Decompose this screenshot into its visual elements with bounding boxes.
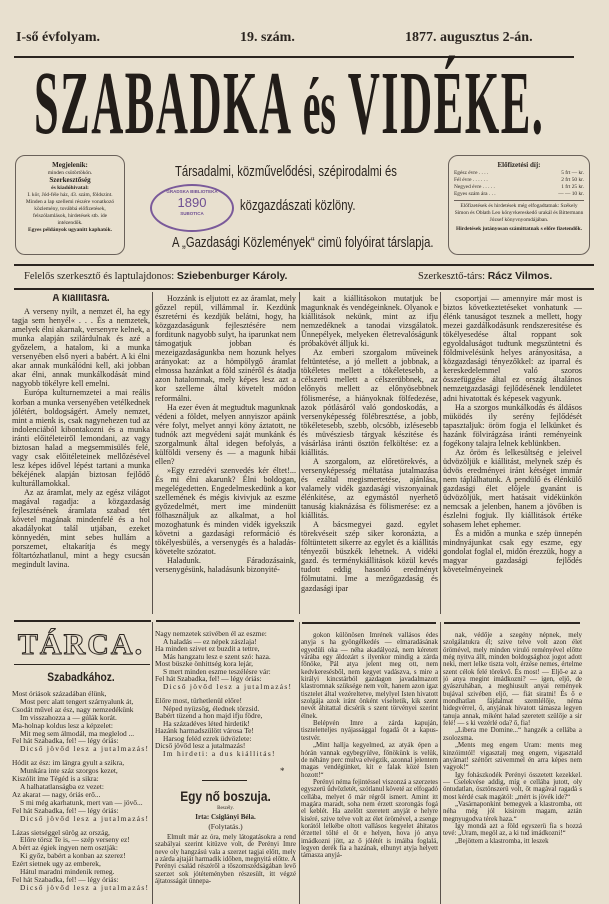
column-divider: [440, 292, 441, 614]
editors-top-rule: [14, 264, 594, 266]
price-value: — — 10 kr.: [558, 191, 584, 197]
poem-line: S mi még akarhatunk, mert van — jövő...: [20, 797, 143, 807]
price-label: Egész évre . . . .: [454, 170, 489, 176]
poem-line: Ha századéves léted hirdetik!: [163, 718, 250, 728]
story-note: (Folytatás.): [208, 822, 243, 831]
paragraph: Az emberi szorgalom műveinek feltüntetése, a jó mellett a jobbnak, a tökéletes mellett a tökéletesebb, a célszerü mellett a célszerübbnek, az előnyös mellett az előnyösebbnek fölismerése, a hiányoknak fölfedezése, azok pótlásáról való gondoskodás, a versenyképesség fölébresztése, a jobb, tökéletesebb, szebb, olcsóbb, izlésesebb és müvésziesb tárgyak készitése és vásárlása iránti ösztön felköltése: ez a kiállitás.: [301, 348, 438, 457]
section-rule: [302, 622, 436, 624]
column-divider: [299, 292, 300, 614]
tarca-heading: TÁRCA.: [17, 628, 145, 661]
editor-in-chief: Felelős szerkesztő és laptulajdonos: Sziebenburger Károly.: [24, 270, 288, 282]
article-column-1: [12, 294, 150, 614]
poem-column-2: [155, 630, 296, 764]
story-rule: [202, 780, 247, 781]
poem-stanza: [12, 829, 152, 892]
poem-line: Előre törsz Te is, — szép verseny ez!: [20, 835, 130, 845]
poem-line: Fel hát Szabadka, fel! — légy óriás:: [12, 736, 119, 746]
article-column-2: [155, 294, 296, 614]
poem-line: Csodát művel az ész, nagy nemzedékünk: [12, 704, 134, 714]
issue-date: 1877. augusztus 2-án.: [405, 30, 533, 45]
poem-line: Dicső jövőd lesz a jutalmazás!: [155, 741, 246, 750]
poem-line: Fel hát Szabadka, fel! — légy óriás:: [155, 674, 262, 683]
poem-line: Most óriások századában élünk,: [12, 689, 107, 698]
paragraph: Elmult már az óra, mely látogatásokra a rend szabályai szerint kitüzve volt, de Perényi Imre neve oly hangzású vala a szerzet tagjai előtt, mely a zárda ajtaját harmadik időben, megnyitá előtte. A Perényi család részéről a tőszomszédságában levő szerzet sok jótéteményben részesült, itt végzé ájtatosságát ünnepa-: [155, 834, 296, 886]
poem-line: Ha minden szivet ez buzdit a tettre,: [155, 644, 260, 653]
publication-info-box: Megjelenik: minden csütörtökön. Szerkesztőség és kiadóhivatal: I. kör, Jód-féle ház, 43. szám, földszint. Minden a lap szellemi részére vonatkozó közlemény, továbbá előfizetések, felszólamlások, hirdetések stb. ide intézendők. Egyes példányok ugyanitt kaphatók.: [15, 155, 125, 255]
price-row: [454, 170, 584, 177]
paragraph: Európa kulturnemzetei a mai reális korban a munka versenyében vetélkednek jólétért, boldogságért. Amely nemzet, mint a mienk is, csak nagynehezen tud az indolenciából kibontakozni és a munka iránti előitéleteiről lemondani, az vagy biztosan halad a megsemmisülés felé, vagy csak előitéleteinek mellőzésével lesz képes idővel lépést tartani a munka békéjének alapján biztosan fejlődő kulturállamokkal.: [12, 388, 150, 488]
poem-line: Lázas sietséggel sürög az ország,: [12, 827, 110, 837]
poem-line: Fel hát Szabadka, fel! — légy óriás:: [12, 874, 119, 884]
poem-line: Babért tüzend a hon majd ifju födre,: [155, 711, 263, 720]
paragraph: Igy fohászkodék Perényi összetett kezekkel. — Cselekvése addig, míg e cellába jutott, oly öntudatlan, ösztönszerü volt, őt magával ragadá s most kérdé csak magától: „mért is jövék ide?“: [443, 771, 582, 801]
paragraph: Perényi néma fejintéssel viszonzá a szerzetes egyszerü üdvözletét, szótlanul követé az elfogadó cellába, melyet ő már régről ismert. Amint itt magára maradt, soha nem érzett szorongás fogá el keblét. Ha azelőtt szeretett anyját e helyre kiséré, szive telve volt az élet örömével, a zsenge korától lelkébe oltott vallásos kegyelet áhitatos érzettel tölté el őt e helyen, hova jó anya imádkozni jött, az ő jólétét is imáiba foglalá, legyen derék fia a hazának, elhunyt atyja helyett támasza anyjá-: [301, 778, 438, 860]
article-column-3: [301, 294, 438, 614]
price-label: Egyes szám ára . . .: [454, 191, 496, 197]
issue-number: 19. szám.: [240, 30, 295, 45]
paragraph: A szorgalom, az előretörekvés, a versenyképesség méltatása jutalmazása és ezáltal megismertetése, ajánlása, valamely vidék gazdasági viszonyainak élénkitése, az egymástól nyerhető tanuság kiaknázása és fölismerése: ez a kiállitás.: [301, 456, 438, 521]
paragraph: Ha a szorgos munkálkodás és áldásos müködés ily serény fejlődését tapasztaljuk: öröm fogja el lelkünket és hazánk fölvirágzása iránti reményeink fogékony talajra lelnek keblünkben.: [443, 402, 582, 448]
paragraph: „Mint hallja kegyelmed, az atyák épen a hórán vannak egybegyülve, főnökünk is velük, de néhány perc mulva elvégzik, azonnal jelentem magas vendégünket, kit e falak közé Isten hozott!“: [301, 742, 438, 779]
section-rule: [444, 622, 580, 624]
poem-line: Munkára inte száz szorgos kezet,: [20, 766, 118, 776]
column-divider: [299, 622, 300, 904]
paragraph: gokon különösen Imrének vallásos édes anyja s ha gyöngélkedés — elmaradásának egyedüli oka — néha akadályozá, nem kéretett várába egy áldozárt s ilyenkor mindig a zárda főnöke, Pál atya jelent meg ott, nem kedvkeresésből, nem kegyet vadászva, s mire a királyi kincstárból gazdagon javadalmazott klastromnak szüksége nem volt, hanem azon igaz tisztelet által vezéreltetve, melylyel Isten hivatott szolgája azok iránt önként viseltetik, kik szent nevét áhitattal dicsérik s szent törvényei szerint élnek.: [301, 632, 438, 720]
subtitle-line-1: Társadalmi, közművelődési, szépirodalmi és: [175, 164, 397, 180]
subscription-box: Előfizetési díj: Egész évre . . . . 5 frt — kr. Fél évre . . . . . . 2 frt 50 kr. Negyed évre . . . . . 1 frt 25 kr. Egyes szám ára . . . — — 10 kr. Előfizetések és hirdetések még elfogadtatnak: Székely Simon és Oblath Leo könyvkereskedő urakál és Bittermann József könyvnyomdájában. Hirdetések jutányosan számittatnak s előre fizetendők.: [448, 155, 590, 255]
editors-bottom-rule: [14, 288, 594, 290]
poem-line: Harsog feléd ezrek üdvözlete:: [163, 733, 252, 743]
price-value: 2 frt 50 kr.: [561, 177, 584, 183]
poem-line: Dicső jövőd lesz a jutalmazás!: [163, 681, 293, 691]
poem-stanza: [155, 697, 296, 757]
story-genre: Beszély.: [217, 806, 234, 811]
column-divider: [440, 622, 441, 904]
price-value: 5 frt — kr.: [561, 170, 584, 176]
subtitle-line-2: közgazdászati közlöny.: [240, 198, 356, 214]
poem-line: Hódit az ész: im lángra gyult a szikra,: [12, 758, 125, 768]
column-divider: [152, 292, 153, 614]
poem-line: Néped nyüzsög, élednek törzsid.: [163, 703, 260, 713]
poem-line: Nagy nemzetek szivében él az eszme:: [155, 629, 267, 638]
poem-end-mark: *: [280, 766, 285, 776]
subtitle-line-3: A „Gazdasági Közlemények“ cimü folyóirat társlapja.: [172, 235, 434, 251]
poem-line: Mit meg sem álmodál, ma meglelod ...: [20, 728, 135, 738]
story-column-4: [443, 632, 582, 904]
paragraph: És a midőn a munka e szép ünnepén mindnyájunkat csak egy eszme, egy gondolat foglal el, midőn érezzük, hogy a magyar gazdasági fejlődés követelményeinek: [443, 529, 582, 575]
poem-stanza: [12, 759, 152, 822]
paragraph: A verseny nyilt, a nemzet él, ha egy tagja sem henyél« . . . És a nemzetek, amelyek élni akarnak, versenyre kelnek, a munka alapján szilárdulnak és azé a győzelem, a hatalom, ki a munka versenyében első nyeri a babért. A ki élni akar annak munkálódni kell, aki jobban akar élni, annak munkálkodását mind nagyobb tökélyre kell emelni.: [12, 307, 150, 389]
co-editor: Szerkesztő-társ: Rácz Vilmos.: [418, 270, 553, 282]
paragraph: Igy mondá azt a föld egyszerü fia s hozzá tevé: „Uram, megöl az, a ki tud imádkozni!“: [443, 822, 582, 838]
newspaper-title: SZABADKA és VIDÉKE.: [34, 53, 545, 153]
volume-label: I-ső évfolyam.: [16, 30, 100, 45]
poem-line: Dicső jövőd lesz a jutalmazás!: [20, 813, 150, 823]
poem-line: Ezért sietnek ugy az emberek,: [12, 859, 101, 869]
paragraph: „Libera me Domine...“ hangzék a cellába a zsolozsma.: [443, 727, 582, 742]
paragraph: A bácsmegyei gazd. egylet törekvéseit szép siker koronázta, a föltüntetett sikerre az egylet és a kiállitás tényezői büszkék lehetnek. A vidéki gazd. és terménykiállitások közül kevés tudott eddig hasonló eredményt fölmutatni. Ime a mezőgazdaság és gazdasági ipar: [301, 520, 438, 593]
price-label: Fél évre . . . . . .: [454, 177, 488, 183]
poem-title: Szabadkához.: [47, 670, 115, 684]
poem-line: A bért az égiek ingyen nem osztják:: [12, 843, 118, 853]
poem-stanza: [12, 690, 152, 753]
poem-line: S mert minden eszme teszélésre vár:: [163, 666, 271, 676]
tarca-rule: [14, 664, 150, 665]
poem-column-1: [12, 690, 152, 898]
paragraph: »Egy ezredévi szenvedés kér éltet!... És mi élni akarunk? Élni boldogan, megelégedetten. Engedelmeskedünk a kor szellemének és mégis kivivjuk az eszme győzedelmét, mert ime mindenütt fölhasználjuk az alkalmat, a hol mozoghatunk és minden vidék igyekszik követni a gazdasági reformáció és tökélyesbülés, a versenygés és a haladás-követelte szózatot.: [155, 465, 296, 557]
poem-line: Most büszke önhittség kora lejár,: [155, 659, 254, 668]
paragraph: kait a kiállitásokon mutatjuk be magunknak és vendégeinknek. Olyanok e kiállitások nekünk, mint az ifju nemzedéknek a tanodai vizsgálatok. Ünnepélyek, melyeken életrevalóságunk próbakövét álljuk ki.: [301, 294, 438, 349]
article-column-4: [443, 294, 582, 614]
paragraph: Az öröm és lelkesültség e jeleivel üdvözöljük e kiállitást, melynek szép és üdvös eredményei iránt kétséget immár nem táplálhatunk. A pendülő és élénkülő gazdasági élet előjele gyanánt is üdvözöljük, mert hatásait vidékünkön nemcsak a jelenben, hanem a jövőben is észlelni fogjuk. Ily kiállitások értéke sohasem lehet ephemer.: [443, 447, 582, 530]
paragraph: Haladunk. Fáradozásaink, versenygésünk, haladásunk bizonyité-: [155, 556, 296, 575]
price-row: [454, 177, 584, 184]
poem-line: Most perc alatt tengert szárnyalunk át,: [20, 696, 134, 706]
story-column-2: [155, 834, 296, 904]
paragraph: Az az áramlat, mely az egész világot magával ragadja: a közgazdaság fejlesztésének áramlata szabad tért követel magának mindenfelé és a hol akadályokat talál utjában, ezeket könnyedén, mint sebes hullám a porszemet, eltakarítja és megy föltartózhatlanul, mint a hegy csucsán megindult lavina.: [12, 487, 150, 570]
poem-line: Hazánk harmadszülött városa Te!: [155, 726, 254, 735]
price-value: 1 frt 25 kr.: [561, 184, 584, 190]
poem-line: Ki győz, babért a konban az szerez!: [20, 851, 126, 861]
poem-line: Im visszahozza a — gúlák korát.: [20, 712, 117, 722]
poem-line: Hátul maradni mindenik remeg.: [20, 867, 115, 877]
poem-line: Im hirdeti: a dus kiállitás!: [163, 748, 276, 758]
price-table: [454, 170, 584, 198]
poem-line: Dicső jövőd lesz a jutalmazás!: [20, 882, 150, 892]
paragraph: „Vasárnaponkint bemegyek a klastromba, ott néha még jól kisirom magam, aztán megnyugodva térek haza.“: [443, 800, 582, 823]
section-rule: [14, 620, 151, 622]
paragraph: Ha ezer éven át megtudtuk magunknak védeni a földet, melyen annyiszor apáink vére folyt, melyet annyi köny áztatott, ne tudnók azt megvédeni saját munkánk és szorgalmunk által idegen befolyás, a külföldi verseny és — a magunk hibái ellen?: [155, 402, 296, 466]
price-row: [454, 184, 584, 191]
article-title: A kiállitásra.: [52, 294, 110, 304]
price-label: Negyed évre . . . . .: [454, 184, 495, 190]
column-divider: [152, 622, 153, 904]
paragraph: Hozzánk is eljutott ez az áramlat, mely gőzzel repül, villámmal ír. Kezdünk észretérni és kezdjük belátni, hogy, ha közgazdaságunk fejlesztésére nem forditunk nagyobb sulyt, ha iparunkat nem támogatjuk jobban és mezeigazdaságunkba nem hozunk helyes arányokat: az a hömpölygő áramlat elmossa hazánkat a föld szinéről és átadja azon hatalomnak, mely képes lesz azt a kor szelleme által követelt módon reformálni.: [155, 294, 296, 403]
poem-line: A haladás — ez népek zászlaja!: [163, 636, 257, 646]
poem-stanza: [155, 630, 296, 690]
paragraph: nak, védője a szegény népnek, mely szolgálatukra él; szive telve volt azon élet örömével, mely minden viruló reményével előtte még nyitva állt, minden boldogsághoz jogot adott neki, mert lelke tiszta volt, érzése nemes, értelme szent célok felé törekvő. És most! — Eljő-e az a jó anya megint imádkozni? — igen, eljő, de gyászruhában, a meghiusult anyai remények bujával szivében eljő, — fiát siratni! És ő e mondhatlan fájdalmat szemlélője, néma hidegvérrel, ő, anyjának hivatott támasza legyen tanuja annak, miként halad szeretett szülője a sir felé! — s ki vezérlé oda? ő, fia!: [443, 632, 582, 728]
poem-line: Dicső jövőd lesz a jutalmazás!: [20, 744, 150, 754]
section-rule: [156, 620, 294, 622]
price-row: [454, 191, 584, 198]
story-title: Egy nő boszuja.: [180, 788, 271, 804]
story-column-3: [301, 632, 438, 904]
story-author: Irta: Csiglányi Béla.: [195, 813, 256, 821]
poem-line: Előre most, türhetlenül előre!: [155, 696, 243, 705]
poem-line: Fel hát Szabadka, fel! — légy óriás:: [12, 805, 119, 815]
library-stamp: GRADSKA BIBLIOTEKA 1890 SUBOTICA: [150, 184, 234, 232]
poem-line: Kiszólit íme Tégéd is a sikra:: [12, 774, 99, 784]
paragraph: csoportjai — amennyire már most is biztos következtetéseket vonhatunk — élénk tanuságot tesznek a mellett, hogy mezei gazdálkodásunk rendszeresitése és tökélyesedése által roppant sok egyoldaluságot tudtunk megszüntetni és földmivelésünk helyes arányositása, a közgazdasági tényezőkkel: az iparral és kereskedelemmel való szoros összefüggése által ez ország általános nemzetgazdasági fejlődésének lendületet adni hivatottak és képesek vagyunk.: [443, 294, 582, 403]
poem-line: Az akarat — nagy, óriás erő...: [12, 789, 101, 799]
paragraph: Belépvén Imre a zárda kapuján, tiszteletteljes nyájassággal fogadá őt a kapus-testvér.: [301, 720, 438, 742]
poem-line: Más hangzatu lesz e szent szó: haza.: [163, 651, 271, 661]
poem-line: Ma-holnap koldus lesz a képzelet:: [12, 720, 113, 730]
paragraph: „Bejöttem a klastromba, itt leszek: [455, 837, 549, 845]
paragraph: „Ments meg engem Uram: ments meg kinzóimtól! vigasztalj meg engem, vigasztald anyámat! széttört szivemmel én arra képes nem vagyok!“: [443, 742, 582, 772]
poem-line: A halhatatlanságba ez vezet:: [20, 781, 104, 791]
